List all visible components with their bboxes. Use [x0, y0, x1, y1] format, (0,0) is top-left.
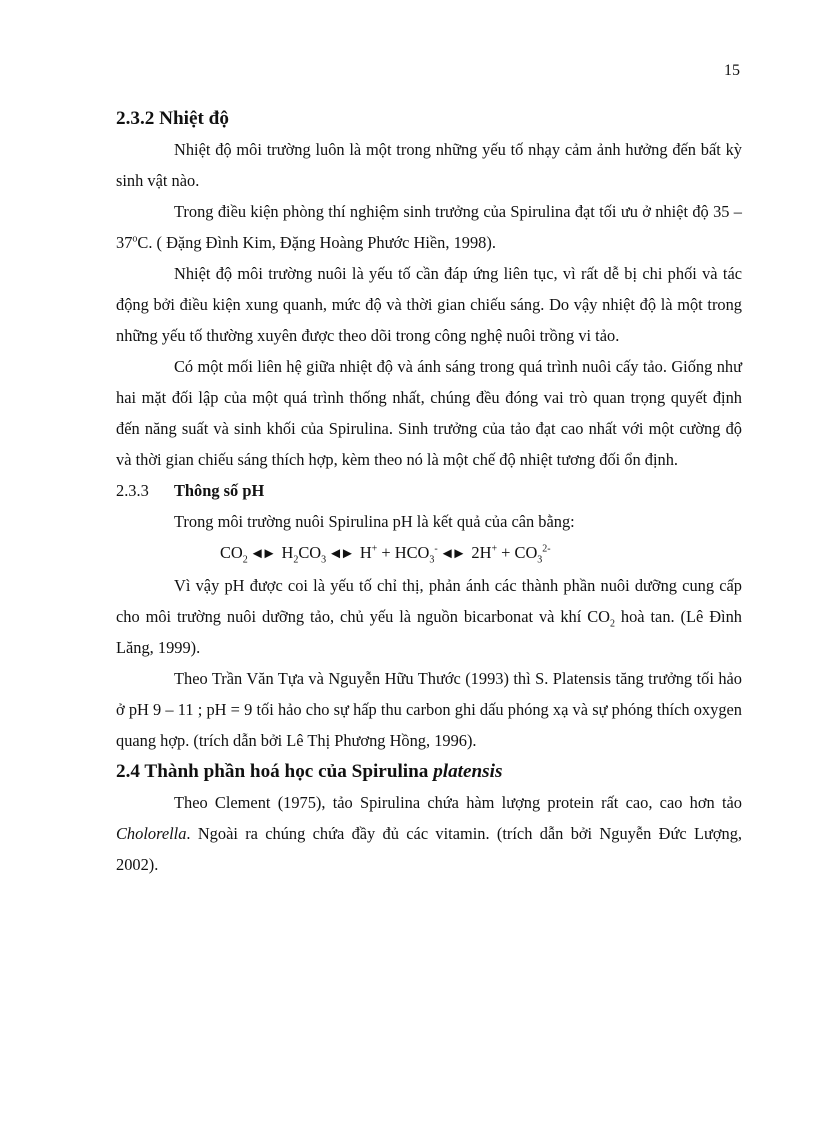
equilibrium-equation: $CO_2$ ◄► $H_2CO_3$ ◄► $H^+ + HCO_3^-$ ◄► $2H^+ + CO_3^{2-}$ — [116, 537, 742, 570]
paragraph: Nhiệt độ môi trường luôn là một trong những yếu tố nhạy cảm ảnh hưởng đến bất kỳ sinh vật nào. — [116, 140, 742, 190]
paragraph-ph-indicator: Vì vậy pH được coi là yếu tố chỉ thị, phản ánh các thành phần nuôi dưỡng cung cấp cho môi trường nuôi dưỡng tảo, chủ yếu là nguồn bicarbonat và khí $CO_2$ hoà tan. (Lê Đình Lăng, 1999). — [116, 576, 742, 657]
double-arrow-icon: ◄► — [439, 546, 464, 562]
section-heading-2-4: 2.4 Thành phần hoá học của Spirulina platensis — [116, 761, 503, 782]
section-heading-2-3-2: 2.3.2 Nhiệt độ — [116, 108, 229, 129]
section-heading-2-3-3 — [116, 475, 742, 506]
paragraph: Có một mối liên hệ giữa nhiệt độ và ánh sáng trong quá trình nuôi cấy tảo. Giống như hai mặt đối lập của một quá trình thống nhất, chúng đều đóng vai trò quan trọng quyết định đến năng suất và sinh khối của Spirulina. Sinh trưởng của tảo đạt cao nhất với một cường độ và thời gian chiếu sáng thích hợp, kèm theo nó là một chế độ nhiệt tương đối ổn định. — [116, 357, 742, 469]
double-arrow-icon: ◄► — [328, 546, 352, 562]
section-number: 2.3.3 — [116, 481, 149, 500]
double-arrow-icon: ◄► — [249, 546, 274, 562]
paragraph: Nhiệt độ môi trường nuôi là yếu tố cần đáp ứng liên tục, vì rất dễ bị chi phối và tác động bởi điều kiện xung quanh, mức độ và thời gian chiếu sáng. Do vậy nhiệt độ là một trong những yếu tố thường xuyên được theo dõi trong công nghệ nuôi trồng vi tảo. — [116, 264, 742, 345]
document-body — [116, 103, 742, 880]
section-title: Thông số pH — [174, 481, 265, 500]
paragraph-composition: Theo Clement (1975), tảo Spirulina chứa hàm lượng protein rất cao, cao hơn tảo Cholorella. Ngoài ra chúng chứa đầy đủ các vitamin. (trích dẫn bởi Nguyễn Đức Lượng, 2002). — [116, 793, 742, 874]
paragraph-temperature-range: Trong điều kiện phòng thí nghiệm sinh trưởng của Spirulina đạt tối ưu ở nhiệt độ 35 – 37$^o$C. ( Đặng Đình Kim, Đặng Hoàng Phước Hiền, 1998). — [116, 202, 742, 252]
page-number: 15 — [724, 62, 740, 79]
paragraph: Trong môi trường nuôi Spirulina pH là kết quả của cân bằng: — [174, 512, 575, 531]
paragraph: Theo Trần Văn Tựa và Nguyễn Hữu Thước (1993) thì S. Platensis tăng trưởng tối hảo ở pH 9 – 11 ; pH = 9 tối hảo cho sự hấp thu carbon ghi dấu phóng xạ và sự phóng thích oxygen quang hợp. (trích dẫn bởi Lê Thị Phương Hồng, 1996). — [116, 669, 742, 750]
